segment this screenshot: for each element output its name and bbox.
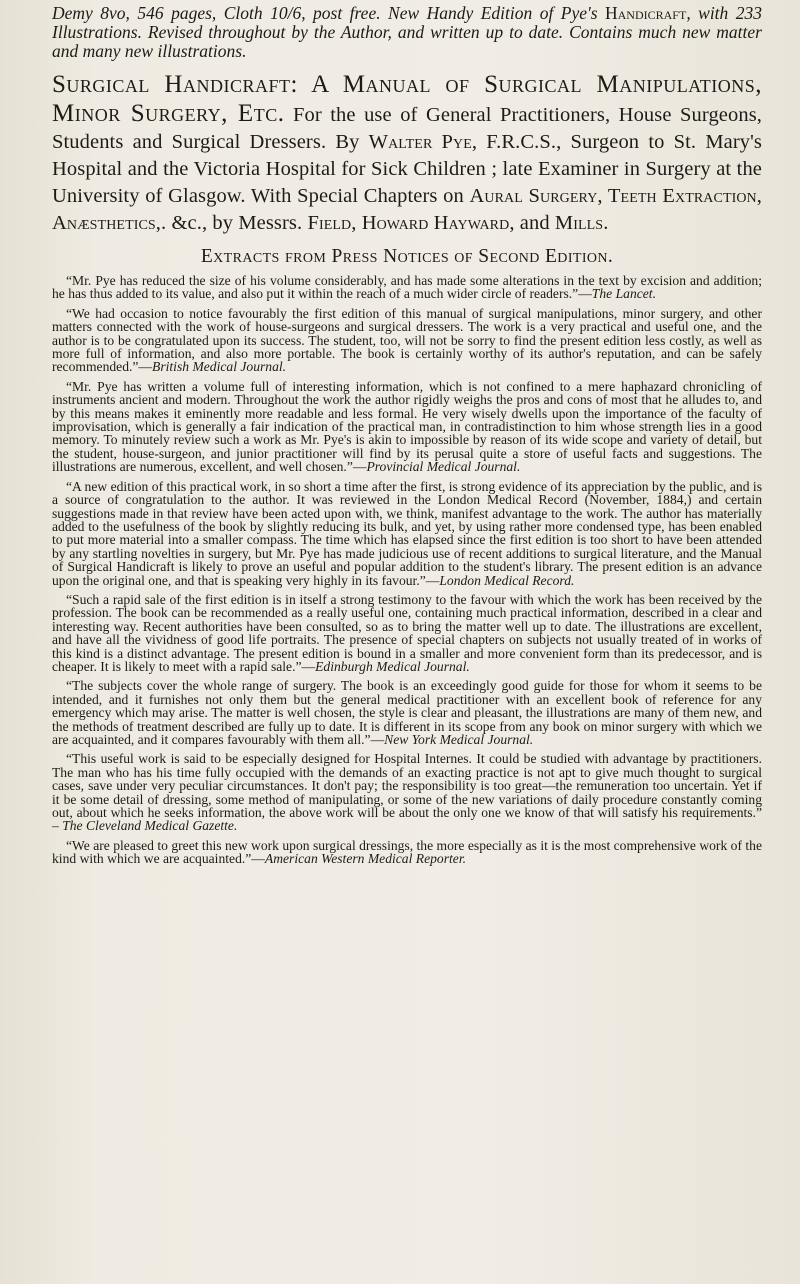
special-chapters: Aural Surgery, Teeth Extraction, Anæsthetics,	[52, 185, 762, 234]
review-text: “We are pleased to greet this new work upon surgical dressings, the more especially as it is the most comprehensive work of the kind with which we are acquainted.”—	[52, 837, 762, 867]
review-edinburgh-medical-journal	[52, 593, 762, 673]
edition-notice	[52, 4, 762, 61]
description-text-3: . &c., by Messrs.	[161, 212, 308, 234]
review-cleveland-medical-gazette	[52, 752, 762, 832]
review-text: “This useful work is said to be especially designed for Hospital Internes. It could be studied with advantage by practitioners. The man who has his time fully occupied with the demands of an exacting practice is not apt to give much thought to surgical cases, save under very peculiar circumstances. It don't pay; the responsibility is too great—the remuneration too uncertain. Yet if it be some detail of dressing, some method of manipulating, or some of the new variations of daily procedure constantly coming out, about which he seeks information, the above work will be about the only one we know of that will satisfy his requirements.” –	[52, 751, 762, 834]
description-text-1: For the use of General Practitioners, House Surgeons, Students and Surgical Dressers. By	[52, 104, 763, 153]
review-london-medical-record	[52, 480, 762, 587]
review-source: Provincial Medical Journal.	[366, 459, 521, 475]
contributor-mills: Mills	[554, 212, 604, 234]
book-description	[52, 71, 762, 237]
review-provincial-medical-journal	[52, 380, 762, 474]
review-text: “A new edition of this practical work, in so short a time after the first, is strong evidence of its appreciation by the public, and is a source of congratulation to the author. It was reviewed in the London Medical Record (November, 1884,) and certain suggestions made in that review have been acted upon with, we think, manifest advantage to the work. The author has materially added to the usefulness of the book by slightly reducing its bulk, and yet, by using rather more condensed type, has been enabled to put more material into a smaller compass. The time which has elapsed since the first edition is too short to have been attended by any startling novelties in surgery, but Mr. Pye has made judicious use of recent additions to surgical literature, and the Manual of Surgical Handicraft is likely to prove an useful and popular addition to the student's library. The present edition is an advance upon the original one, and that is speaking very highly in its favour.”—	[52, 478, 762, 588]
extracts-heading: Extracts from Press Notices of Second Edition.	[200, 246, 614, 267]
author-name: Walter Pye	[368, 131, 472, 153]
edition-notice-text-2: , with 233 Illustrations. Revised throughout by the Author, and written up to date. Contains much new matter and many new illustrations.	[52, 3, 762, 61]
review-source: The Lancet.	[591, 286, 656, 302]
review-text: “Such a rapid sale of the first edition is in itself a strong testimony to the favour with which the work has been received by the profession. The book can be recommended as a really useful one, containing much practical information, described in a clear and interesting way. Recent authorities have been consulted, so as to bring the matter well up to date. The illustrations are excellent, and have all the vividness of good life portraits. The presence of special chapters on subjects not usually treated of in works of this kind is a distinct advantage. The present edition is bound in a smaller and more convenient form than its predecessor, and is cheaper. It is likely to meet with a rapid sale.”—	[52, 591, 762, 674]
review-british-medical-journal	[52, 307, 762, 374]
review-new-york-medical-journal	[52, 679, 762, 746]
review-source: American Western Medical Reporter.	[264, 851, 466, 867]
review-text: “Mr. Pye has written a volume full of interesting information, which is not confined to a mere haphazard chronicling of instruments ancient and modern. Throughout the work the author rigidly weighs the pros and cons of most that he alludes to, and by this means makes it eminently more readable and less formal. He very wisely dwells upon the importance of the faculty of improvisation, which is generally a fair indication of the practical man, in contradistinction to him whose strength lies in a good memory. To minutely review such a work as Mr. Pye's is akin to impossible by reason of its wide scope and variety of detail, but the student, house-surgeon, and junior practitioner will find by its perusal quite a store of useful facts and suggestions. The illustrations are numerous, excellent, and well chosen.”—	[52, 378, 762, 475]
book-title: Surgical Handicraft: A Manual of Surgical Manipulations, Minor Surgery, Etc.	[52, 71, 762, 127]
description-text-5: .	[603, 212, 609, 234]
description-text-4: and	[514, 212, 555, 234]
review-source: New York Medical Journal.	[384, 732, 534, 747]
contributors: Field, Howard Hayward,	[307, 212, 515, 234]
review-lancet	[52, 274, 762, 301]
review-text: “We had occasion to notice favourably the first edition of this manual of surgical manipulations, minor surgery, and other matters connected with the work of house-surgeons and surgical dressers. The work is a very practical and useful one, and the author is to be congratulated upon its success. The student, too, will not be sorry to find the present edition less costly, as well as more full of information, and also more portable. The book is certainly worthy of its author's reputation, and can be safely recommended.”—	[52, 305, 762, 375]
handicraft-word: Handicraft	[605, 3, 687, 23]
description-text-2: , F.R.C.S., Surgeon to St. Mary's Hospital and the Victoria Hospital for Sick Children ; late Examiner in Surgery at the University of Glasgow. With Special Chapters on	[52, 131, 762, 207]
review-source: London Medical Record.	[439, 572, 575, 588]
review-source: Edinburgh Medical Journal.	[315, 658, 470, 674]
review-american-western-medical-reporter	[52, 839, 762, 866]
review-text: “The subjects cover the whole range of surgery. The book is an exceedingly good guide for those for whom it seems to be intended, and it furnishes not only them but the general medical practitioner with an excellent book of reference for any emergency which may arise. The matter is well chosen, the style is clear and pleasant, the illustrations are many of them new, and the methods of treatment described are fully up to date. It is different in its scope from any book on minor surgery with which we are acquainted, and it compares favourably with them all.”—	[52, 678, 762, 747]
review-source: British Medical Journal.	[152, 359, 287, 375]
edition-notice-text-1: Demy 8vo, 546 pages, Cloth 10/6, post free. New Handy Edition of Pye's	[52, 3, 605, 23]
review-source: The Cleveland Medical Gazette.	[62, 818, 238, 834]
review-text: “Mr. Pye has reduced the size of his volume considerably, and has made some alterations in the text by excision and addition; he has thus added to its value, and also put it within the reach of a much wider circle of readers.”—	[52, 273, 762, 302]
